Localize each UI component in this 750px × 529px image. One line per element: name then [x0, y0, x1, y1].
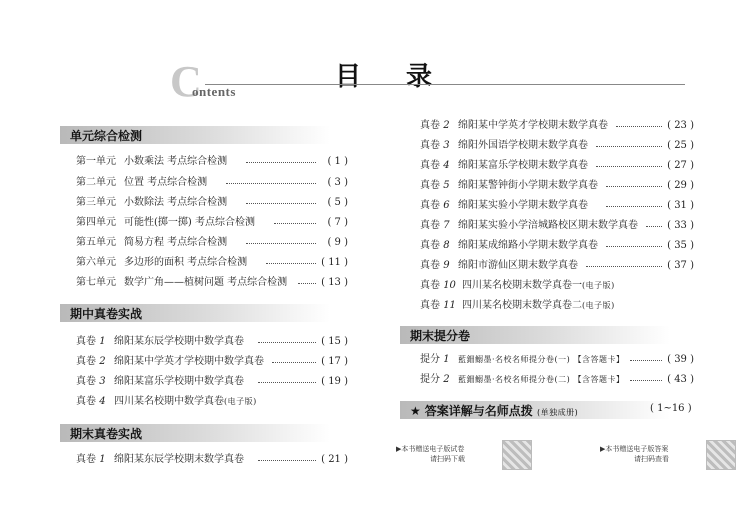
row-title: 绵阳某实验小学期末数学真卷: [458, 200, 588, 211]
section-header-midterm: [60, 304, 330, 322]
section-title: 期末提分卷: [410, 329, 471, 343]
qr-download-trial[interactable]: [396, 440, 536, 470]
answer-sheet-tag: 【含答题卡】: [573, 355, 625, 364]
row-code: 真卷 10: [420, 280, 456, 291]
row-title: 位置 考点综合检测: [124, 177, 208, 188]
row-title: 绵阳外国语学校期末数学真卷: [458, 140, 588, 151]
row-title: 简易方程 考点综合检测: [124, 237, 228, 248]
toc-row[interactable]: [420, 218, 694, 234]
row-title: 四川某名校期中数学真卷(电子版): [114, 396, 257, 407]
row-code: 提分 1: [420, 354, 450, 365]
row-code: 真卷 11: [420, 300, 456, 311]
row-title: 绵阳某富乐学校期末数学真卷: [458, 160, 588, 171]
toc-row[interactable]: [76, 275, 348, 291]
row-title: 四川某名校期末数学真卷二(电子版): [462, 300, 615, 311]
section-title: 期末真卷实战: [70, 427, 143, 441]
toc-row[interactable]: [420, 258, 694, 274]
section-title: 期中真卷实战: [70, 307, 143, 321]
header-rule: [205, 84, 685, 85]
section-header-boost: [400, 326, 670, 344]
row-code: 第四单元: [76, 217, 116, 228]
toc-row[interactable]: [76, 175, 348, 191]
row-page: ( 27 ): [667, 160, 694, 171]
row-page: ( 33 ): [667, 220, 694, 231]
toc-row[interactable]: [420, 278, 694, 294]
toc-row[interactable]: [76, 154, 348, 170]
section-title: ★ 答案详解与名师点拨 (单独成册): [410, 404, 579, 418]
row-title: 绵阳某东辰学校期中数学真卷: [114, 336, 244, 347]
row-code: 真卷 9: [420, 260, 450, 271]
row-code: 真卷 2: [76, 356, 106, 367]
row-code: 真卷 2: [420, 120, 450, 131]
toc-row[interactable]: [420, 352, 694, 368]
toc-row[interactable]: [76, 452, 348, 468]
row-title: 小数除法 考点综合检测: [124, 197, 228, 208]
row-page: ( 39 ): [667, 354, 694, 365]
row-page: ( 43 ): [667, 374, 694, 385]
qr-caption: 请扫码查看: [634, 455, 669, 463]
row-title: 小数乘法 考点综合检测: [124, 156, 228, 167]
row-code: 真卷 4: [76, 396, 106, 407]
toc-row[interactable]: [76, 255, 348, 271]
electronic-edition-tag: (电子版): [582, 281, 615, 290]
toc-row[interactable]: [76, 394, 348, 410]
row-title: 绵阳某东辰学校期末数学真卷: [114, 454, 244, 465]
row-code: 第一单元: [76, 156, 116, 167]
toc-row[interactable]: [420, 298, 694, 314]
row-title: 多边形的面积 考点综合检测: [124, 257, 248, 268]
toc-row[interactable]: [420, 372, 694, 388]
row-page: ( 17 ): [321, 356, 348, 367]
electronic-edition-tag: (电子版): [224, 397, 257, 406]
row-title: 绵阳某实验小学涪城路校区期末数学真卷: [458, 220, 638, 231]
row-page: ( 9 ): [327, 237, 348, 248]
qr-code-icon[interactable]: [502, 440, 532, 470]
row-page: ( 5 ): [327, 197, 348, 208]
electronic-edition-tag: (电子版): [582, 301, 615, 310]
toc-row[interactable]: [76, 334, 348, 350]
row-page: ( 3 ): [327, 177, 348, 188]
row-page: ( 37 ): [667, 260, 694, 271]
row-title: 绵阳市游仙区期末数学真卷: [458, 260, 578, 271]
row-code: 真卷 3: [76, 376, 106, 387]
contents-subtitle: ontents: [192, 84, 236, 99]
row-page: ( 1~16 ): [650, 403, 692, 414]
row-code: 真卷 8: [420, 240, 450, 251]
toc-row[interactable]: [76, 215, 348, 231]
row-code: 提分 2: [420, 374, 450, 385]
toc-row[interactable]: [420, 138, 694, 154]
row-code: 真卷 3: [420, 140, 450, 151]
row-code: 真卷 1: [76, 454, 106, 465]
row-code: 第六单元: [76, 257, 116, 268]
row-page: ( 7 ): [327, 217, 348, 228]
toc-row[interactable]: [420, 178, 694, 194]
row-page: ( 13 ): [321, 277, 348, 288]
qr-view-answers[interactable]: [600, 440, 740, 470]
row-code: 真卷 6: [420, 200, 450, 211]
row-code: 第二单元: [76, 177, 116, 188]
row-code: 第七单元: [76, 277, 116, 288]
toc-row[interactable]: [76, 235, 348, 251]
row-page: ( 19 ): [321, 376, 348, 387]
row-title: 数学广角——植树问题 考点综合检测: [124, 277, 288, 288]
row-page: ( 11 ): [321, 257, 348, 268]
row-title: 绵阳某中学英才学校期末数学真卷: [458, 120, 608, 131]
separate-volume-note: (单独成册): [536, 408, 579, 417]
row-title: 四川某名校期末数学真卷一(电子版): [462, 280, 615, 291]
toc-row[interactable]: [420, 198, 694, 214]
row-code: 真卷 7: [420, 220, 450, 231]
star-icon: ★: [410, 404, 421, 418]
row-title: 藍鈿鰯墨·名校名师提分卷(二) 【含答题卡】: [458, 375, 625, 384]
qr-caption: 请扫码下载: [430, 455, 465, 463]
page-title: 目 录: [335, 62, 451, 92]
toc-row[interactable]: [76, 354, 348, 370]
row-title: 藍鈿鰯墨·名校名师提分卷(一) 【含答题卡】: [458, 355, 625, 364]
row-code: 真卷 1: [76, 336, 106, 347]
row-title: 绵阳某警钟街小学期末数学真卷: [458, 180, 598, 191]
row-page: ( 21 ): [321, 454, 348, 465]
toc-row[interactable]: [420, 238, 694, 254]
toc-row[interactable]: [420, 118, 694, 134]
row-code: 真卷 4: [420, 160, 450, 171]
section-title: 单元综合检测: [70, 129, 143, 143]
row-title: 绵阳某富乐学校期中数学真卷: [114, 376, 244, 387]
row-title: 绵阳某成绵路小学期末数学真卷: [458, 240, 598, 251]
section-header-unit-tests: [60, 126, 330, 144]
row-page: ( 25 ): [667, 140, 694, 151]
row-title: 绵阳某中学英才学校期中数学真卷: [114, 356, 264, 367]
row-page: ( 35 ): [667, 240, 694, 251]
qr-caption: ▶本书赠送电子版答案: [600, 445, 669, 453]
qr-code-icon[interactable]: [706, 440, 736, 470]
row-code: 第五单元: [76, 237, 116, 248]
row-page: ( 1 ): [327, 156, 348, 167]
toc-row[interactable]: [420, 158, 694, 174]
row-page: ( 29 ): [667, 180, 694, 191]
section-header-final: [60, 424, 330, 442]
contents-big-letter: C: [170, 57, 202, 106]
row-code: 第三单元: [76, 197, 116, 208]
row-page: ( 31 ): [667, 200, 694, 211]
section-header-answers[interactable]: [400, 401, 694, 419]
row-code: 真卷 5: [420, 180, 450, 191]
answer-sheet-tag: 【含答题卡】: [573, 375, 625, 384]
toc-row[interactable]: [76, 374, 348, 390]
toc-row[interactable]: [76, 195, 348, 211]
row-page: ( 15 ): [321, 336, 348, 347]
row-title: 可能性(掷一掷) 考点综合检测: [124, 217, 255, 228]
row-page: ( 23 ): [667, 120, 694, 131]
qr-caption: ▶本书赠送电子版试卷: [396, 445, 465, 453]
